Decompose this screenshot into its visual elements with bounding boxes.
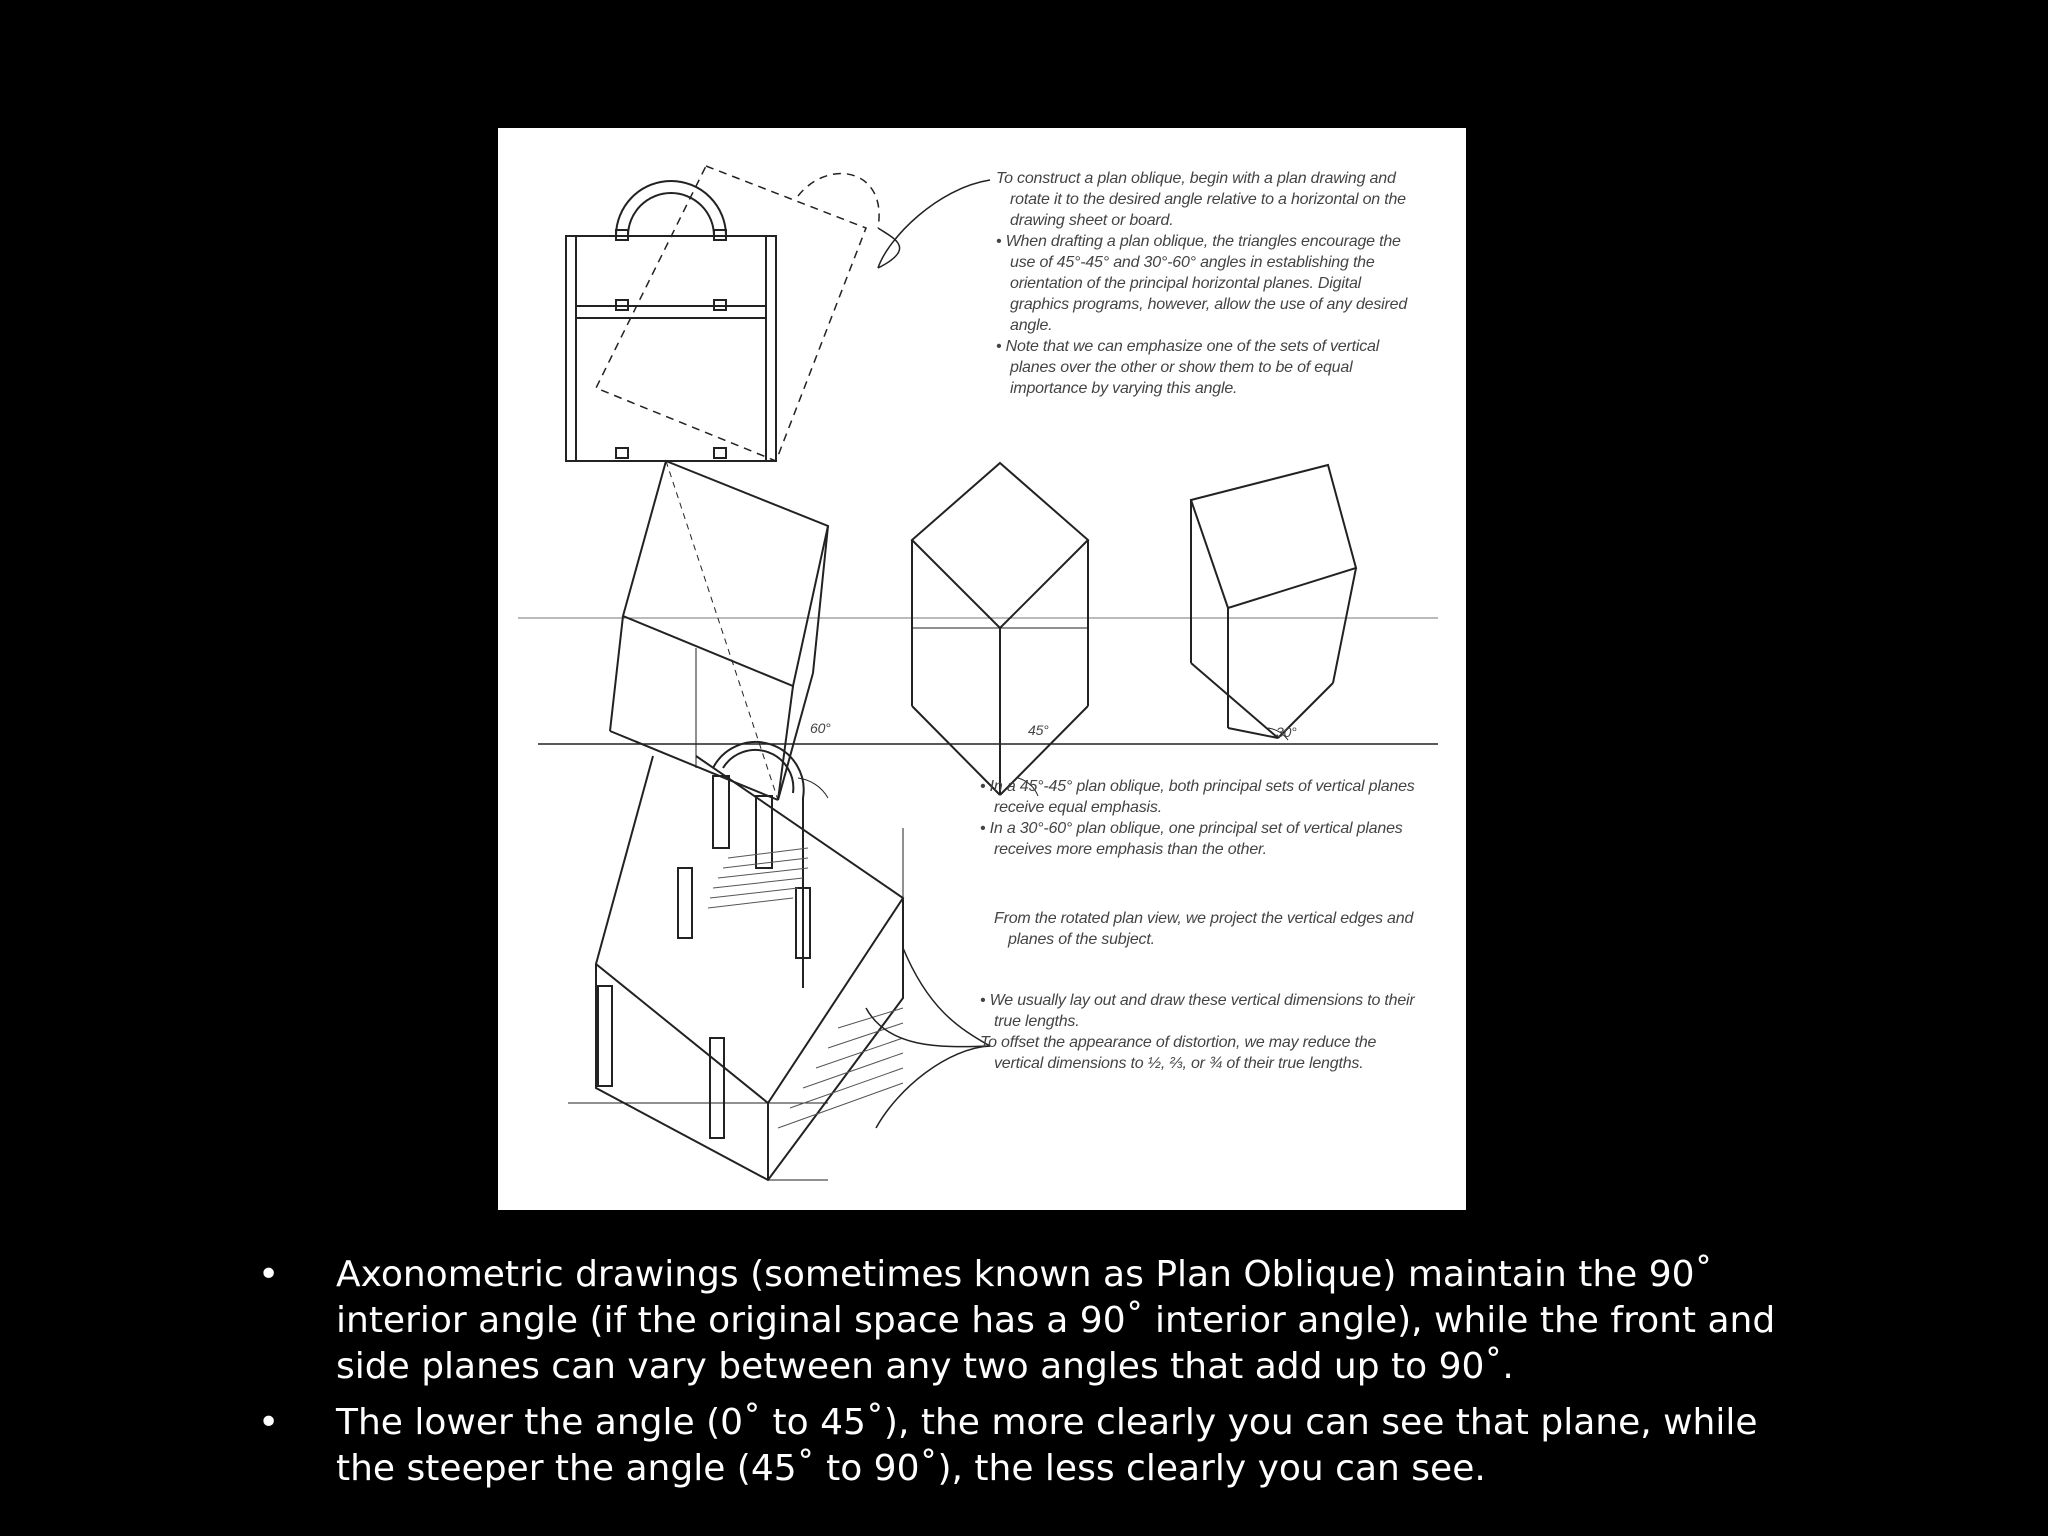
note-top-3: • Note that we can emphasize one of the sets of vertical planes over the other or show them to be of equal importance by varying this angle.	[996, 336, 1416, 399]
note-mid-2: • In a 30°-60° plan oblique, one principal set of vertical planes receives more emphasis than the other.	[980, 818, 1420, 860]
bullet-text-1: Axonometric drawings (sometimes known as Plan Oblique) maintain the 90˚ interior angle (if the original space has a 90˚ interior angle), while the front and side planes can vary between any two angles that add up to 90˚.	[336, 1254, 1776, 1387]
note-top-2: • When drafting a plan oblique, the triangles encourage the use of 45°-45° and 30°-60° angles in establishing the orientation of the principal horizontal planes. Digital graphics programs, however, allow the use of any desired angle.	[996, 231, 1416, 336]
note-mid-1: • In a 45°-45° plan oblique, both principal sets of vertical planes receive equal emphasis.	[980, 776, 1420, 818]
bullet-item-2	[250, 1400, 1810, 1492]
note-mid	[980, 776, 1420, 860]
angle-label-30: 30°	[1276, 724, 1297, 740]
prism-60	[610, 461, 828, 800]
note-top-1: To construct a plan oblique, begin with a plan drawing and rotate it to the desired angle relative to a horizontal on the drawing sheet or board.	[996, 170, 1406, 229]
axonometric-room	[568, 648, 903, 1180]
note-true-length: • We usually lay out and draw these vertical dimensions to their true lengths.	[980, 990, 1420, 1032]
note-project	[994, 908, 1414, 950]
angle-label-60: 60°	[810, 720, 831, 736]
note-offset: To offset the appearance of distortion, we may reduce the vertical dimensions to ½, ⅔, or ¾ of their true lengths.	[980, 1034, 1377, 1072]
bullet-text-2: The lower the angle (0˚ to 45˚), the more clearly you can see that plane, while the steeper the angle (45˚ to 90˚), the less clearly you can see.	[336, 1402, 1758, 1489]
bullet-list	[250, 1252, 1810, 1502]
prism-30	[1191, 465, 1356, 740]
bullet-symbol: •	[258, 1254, 280, 1295]
bullet-item-1	[250, 1252, 1810, 1390]
note-lengths	[980, 990, 1420, 1074]
bullet-symbol: •	[258, 1402, 280, 1443]
angle-label-45: 45°	[1028, 722, 1049, 738]
note-project-text: From the rotated plan view, we project the vertical edges and planes of the subject.	[994, 910, 1414, 948]
prism-45	[912, 463, 1088, 796]
note-top	[996, 168, 1416, 399]
axonometric-figure	[498, 128, 1466, 1210]
